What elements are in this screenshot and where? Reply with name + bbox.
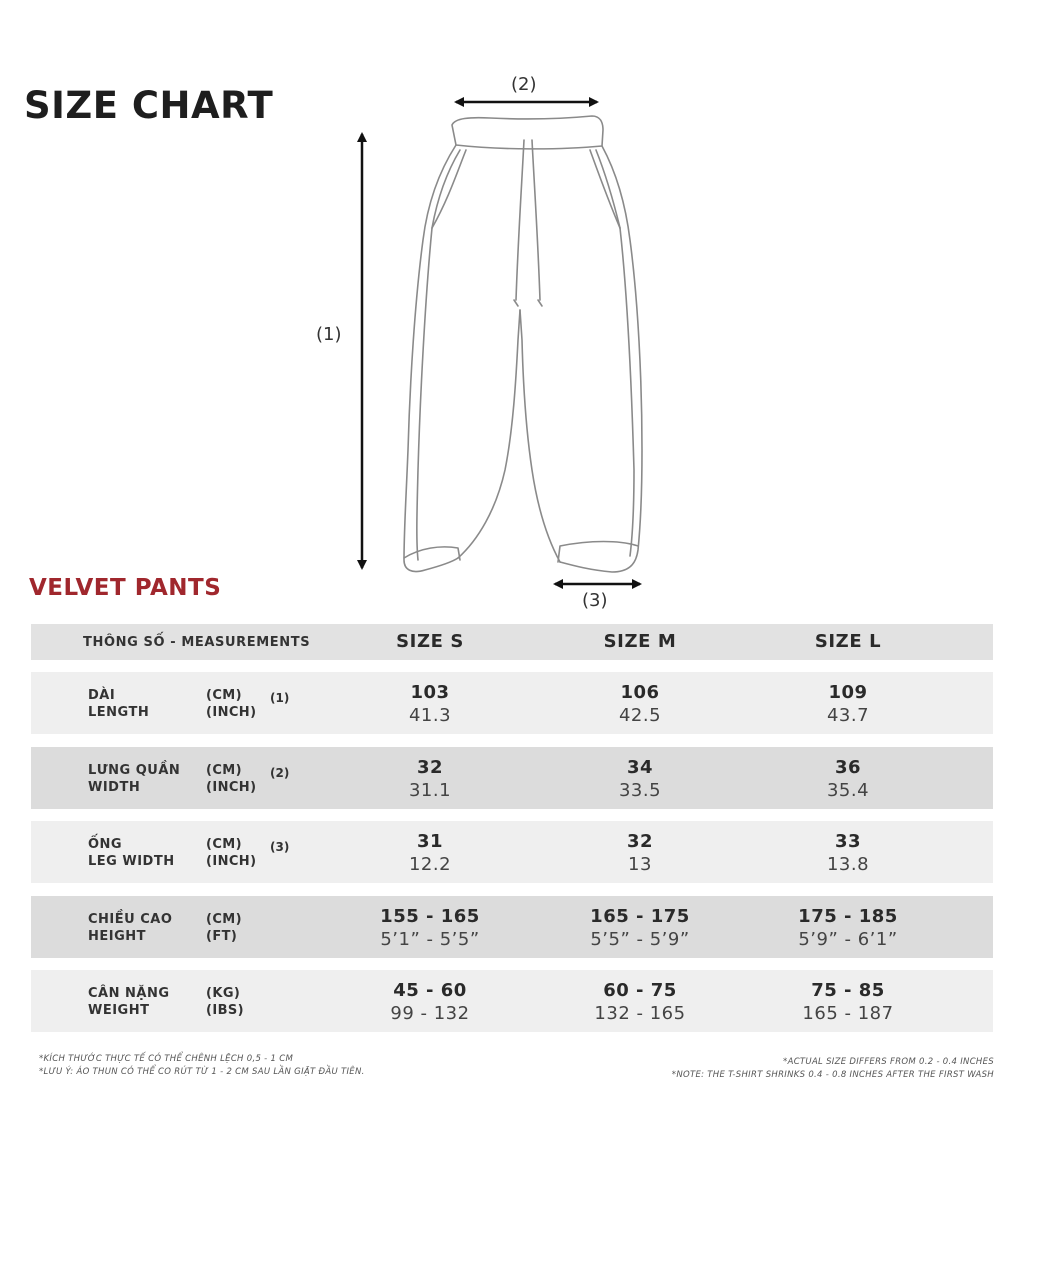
row-unit-secondary: (INCH) [206, 780, 257, 795]
table-row-height [31, 896, 993, 958]
table-row-width [31, 747, 993, 809]
row-name-en: WEIGHT [88, 1003, 150, 1018]
row-name-vn: CHIỀU CAO [88, 912, 173, 927]
length-dimension-label: (1) [316, 324, 342, 345]
row-unit-secondary: (INCH) [206, 854, 257, 869]
cell-s-secondary: 99 - 132 [390, 1003, 470, 1024]
product-name: VELVET PANTS [29, 575, 222, 601]
note-left-2: *LƯU Ý: ÁO THUN CÓ THỂ CO RÚT TỪ 1 - 2 CM SAU LẦN GIẶT ĐẦU TIÊN. [39, 1067, 365, 1077]
waist-dimension-label: (2) [511, 74, 537, 95]
row-name-en: LENGTH [88, 705, 150, 720]
note-right-2: *NOTE: THE T-SHIRT SHRINKS 0.4 - 0.8 INCHES AFTER THE FIRST WASH [671, 1070, 994, 1080]
size-chart-title: SIZE CHART [24, 84, 274, 127]
row-unit-secondary: (INCH) [206, 705, 257, 720]
pants-outline [404, 116, 642, 572]
cell-m-primary: 106 [620, 682, 660, 703]
cell-s-secondary: 5’1” - 5’5” [380, 929, 480, 950]
cell-s-primary: 103 [410, 682, 450, 703]
cell-m-secondary: 13 [628, 854, 652, 875]
row-name-vn: ỐNG [88, 837, 123, 852]
cell-m-primary: 34 [626, 757, 654, 778]
cell-m-secondary: 42.5 [618, 705, 662, 726]
row-name-vn: CÂN NẶNG [88, 986, 170, 1001]
row-name-en: HEIGHT [88, 929, 147, 944]
table-row-weight [31, 970, 993, 1032]
cell-s-primary: 45 - 60 [393, 980, 467, 1001]
cell-m-secondary: 33.5 [618, 780, 662, 801]
cell-s-primary: 31 [416, 831, 444, 852]
note-right-1: *ACTUAL SIZE DIFFERS FROM 0.2 - 0.4 INCHES [783, 1057, 994, 1067]
size-l-header: SIZE L [814, 631, 882, 652]
cell-l-primary: 109 [828, 682, 868, 703]
table-row-leg-width [31, 821, 993, 883]
cell-m-secondary: 132 - 165 [594, 1003, 686, 1024]
cell-l-primary: 175 - 185 [798, 906, 898, 927]
row-unit-primary: (CM) [206, 837, 242, 852]
row-name-vn: LƯNG QUẦN [88, 763, 181, 778]
row-unit-primary: (CM) [206, 912, 242, 927]
row-unit-primary: (KG) [206, 986, 241, 1001]
row-ref: (3) [270, 840, 290, 854]
size-m-header: SIZE M [603, 631, 677, 652]
cell-m-primary: 32 [626, 831, 654, 852]
leg-width-dimension-label: (3) [582, 590, 608, 611]
cell-l-primary: 36 [834, 757, 862, 778]
table-row-length [31, 672, 993, 734]
cell-l-primary: 75 - 85 [811, 980, 885, 1001]
note-left-1: *KÍCH THƯỚC THỰC TẾ CÓ THỂ CHÊNH LỆCH 0,5 - 1 CM [39, 1054, 294, 1064]
cell-s-secondary: 12.2 [408, 854, 452, 875]
row-ref: (1) [270, 691, 290, 705]
cell-l-primary: 33 [834, 831, 862, 852]
row-name-vn: DÀI [88, 688, 116, 703]
row-unit-secondary: (FT) [206, 929, 238, 944]
cell-l-secondary: 5’9” - 6’1” [798, 929, 898, 950]
cell-m-secondary: 5’5” - 5’9” [590, 929, 690, 950]
cell-s-secondary: 41.3 [408, 705, 452, 726]
cell-s-primary: 32 [416, 757, 444, 778]
row-ref: (2) [270, 766, 290, 780]
row-unit-primary: (CM) [206, 763, 242, 778]
cell-l-secondary: 43.7 [826, 705, 870, 726]
size-s-header: SIZE S [396, 631, 464, 652]
table-header [31, 624, 993, 660]
cell-l-secondary: 35.4 [826, 780, 870, 801]
row-unit-primary: (CM) [206, 688, 242, 703]
cell-m-primary: 60 - 75 [603, 980, 677, 1001]
row-unit-secondary: (IBS) [206, 1003, 244, 1018]
cell-m-primary: 165 - 175 [590, 906, 690, 927]
cell-l-secondary: 13.8 [826, 854, 870, 875]
cell-s-secondary: 31.1 [408, 780, 452, 801]
row-name-en: LEG WIDTH [88, 854, 175, 869]
measurements-header: THÔNG SỐ - MEASUREMENTS [83, 635, 311, 650]
row-name-en: WIDTH [88, 780, 141, 795]
cell-s-primary: 155 - 165 [380, 906, 480, 927]
cell-l-secondary: 165 - 187 [802, 1003, 894, 1024]
